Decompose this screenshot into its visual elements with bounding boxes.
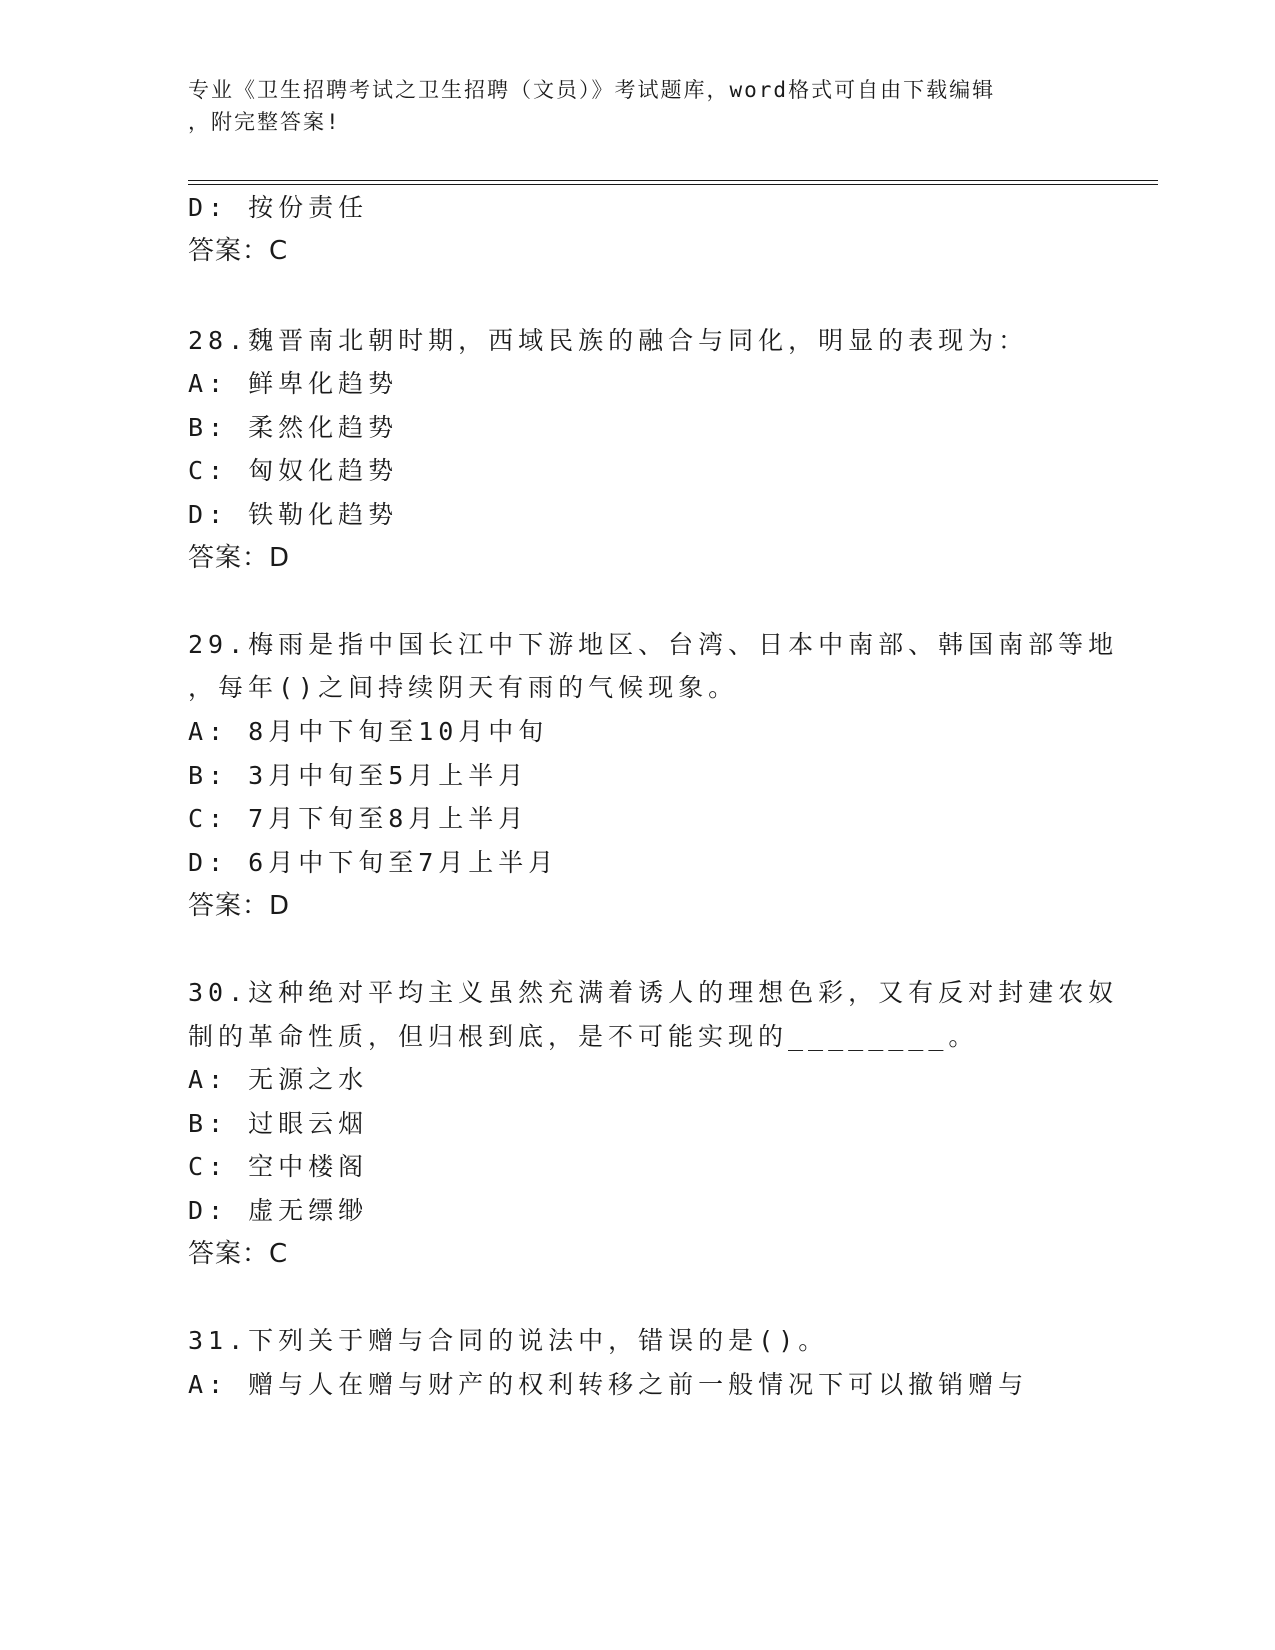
q28-option-b: B: 柔然化趋势 — [188, 413, 399, 442]
q27-answer: 答案：C — [188, 236, 289, 266]
header-line-2: ，附完整答案! — [188, 110, 341, 134]
q30-option-a: A: 无源之水 — [188, 1065, 369, 1094]
q29-option-c: C: 7月下旬至8月上半月 — [188, 804, 529, 833]
q27-option-d: D: 按份责任 — [188, 193, 369, 222]
q30-option-b: B: 过眼云烟 — [188, 1109, 369, 1138]
q29-option-b: B: 3月中旬至5月上半月 — [188, 761, 529, 790]
q28-answer: 答案：D — [188, 543, 291, 573]
header-divider-top — [188, 180, 1158, 181]
q28-stem: 28.魏晋南北朝时期，西域民族的融合与同化，明显的表现为： — [188, 326, 1029, 355]
q30-option-c: C: 空中楼阁 — [188, 1152, 369, 1181]
header-divider-bottom — [188, 184, 1158, 185]
q30-answer: 答案：C — [188, 1239, 289, 1269]
q29-option-d: D: 6月中下旬至7月上半月 — [188, 848, 559, 877]
header-line-1: 专业《卫生招聘考试之卫生招聘（文员）》考试题库，word格式可自由下载编辑 — [188, 78, 996, 102]
q28-option-d: D: 铁勒化趋势 — [188, 500, 399, 529]
q30-option-d: D: 虚无缥缈 — [188, 1196, 369, 1225]
q30-stem-line-2: 制的革命性质，但归根到底，是不可能实现的________。 — [188, 1022, 979, 1051]
q29-answer: 答案：D — [188, 891, 291, 921]
document-header — [188, 74, 1088, 138]
q29-option-a: A: 8月中下旬至10月中旬 — [188, 717, 549, 746]
q28-option-c: C: 匈奴化趋势 — [188, 456, 399, 485]
q31-stem: 31.下列关于赠与合同的说法中，错误的是()。 — [188, 1326, 829, 1355]
q29-stem-line-2: ，每年()之间持续阴天有雨的气候现象。 — [188, 673, 739, 702]
q30-stem-line-1: 30.这种绝对平均主义虽然充满着诱人的理想色彩，又有反对封建农奴 — [188, 978, 1119, 1007]
q31-option-a: A: 赠与人在赠与财产的权利转移之前一般情况下可以撤销赠与 — [188, 1370, 1029, 1399]
q28-option-a: A: 鲜卑化趋势 — [188, 369, 399, 398]
q29-stem-line-1: 29.梅雨是指中国长江中下游地区、台湾、日本中南部、韩国南部等地 — [188, 630, 1119, 659]
